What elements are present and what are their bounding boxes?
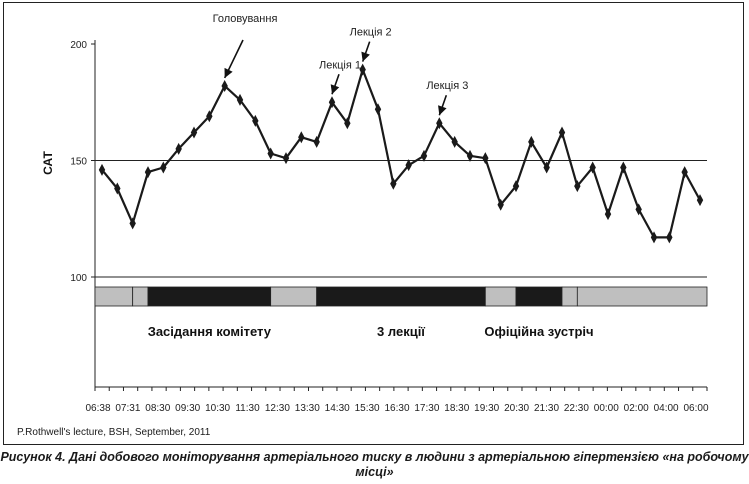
activity-block-7 <box>562 287 577 306</box>
x-tick-label-0: 06:38 <box>85 403 111 414</box>
x-tick-label-10: 16:30 <box>384 403 410 414</box>
band-label-1: 3 лекції <box>377 324 425 339</box>
figure-caption: Рисунок 4. Дані добового моніторування артеріального тиску в людини з артеріальною гіпертензією «на робочому місці» <box>0 450 749 479</box>
x-tick-label-17: 00:00 <box>593 403 619 414</box>
activity-block-6 <box>516 287 562 306</box>
x-tick-label-15: 21:30 <box>533 403 560 414</box>
x-tick-label-2: 08:30 <box>145 403 171 414</box>
band-label-0: Засідання комітету <box>147 324 271 339</box>
band-label-2: Офіційна зустріч <box>484 324 594 339</box>
x-tick-label-12: 18:30 <box>444 403 470 414</box>
y-tick-label-200: 200 <box>70 40 87 51</box>
data-point-6 <box>191 127 197 139</box>
annotation-label-3: Лекція 3 <box>426 80 469 93</box>
annotation-arrowhead-2 <box>361 52 369 62</box>
x-tick-label-19: 04:00 <box>653 403 679 414</box>
annotation-label-2: Лекція 2 <box>349 26 392 39</box>
activity-block-1 <box>133 287 148 306</box>
x-tick-label-1: 07:31 <box>115 403 141 414</box>
activity-block-5 <box>485 287 516 306</box>
x-tick-label-13: 19:30 <box>474 403 500 414</box>
x-tick-label-20: 06:00 <box>683 403 709 414</box>
x-tick-label-9: 15:30 <box>354 403 380 414</box>
activity-block-8 <box>577 287 707 306</box>
x-tick-label-11: 17:30 <box>414 403 440 414</box>
annotation-arrowhead-1 <box>331 84 339 94</box>
x-tick-label-3: 09:30 <box>175 403 201 414</box>
x-tick-label-6: 12:30 <box>264 403 290 414</box>
annotation-label-0: Головування <box>212 13 278 25</box>
activity-block-0 <box>95 287 133 306</box>
x-tick-label-7: 13:30 <box>294 403 320 414</box>
activity-block-3 <box>271 287 317 306</box>
x-tick-label-8: 14:30 <box>324 403 350 414</box>
x-tick-label-4: 10:30 <box>205 403 231 414</box>
x-tick-label-18: 02:00 <box>623 403 649 414</box>
y-axis-title: САТ <box>41 151 55 175</box>
y-tick-label-100: 100 <box>70 273 87 284</box>
credit-note: P.Rothwell's lecture, BSH, September, 2011 <box>17 427 211 438</box>
x-tick-label-16: 22:30 <box>563 403 589 414</box>
annotation-label-1: Лекція 1 <box>318 59 362 72</box>
annotation-arrowhead-3 <box>438 105 446 115</box>
activity-block-4 <box>317 287 486 306</box>
x-tick-label-5: 11:30 <box>235 403 260 414</box>
activity-block-2 <box>148 287 271 306</box>
data-point-37 <box>666 231 672 243</box>
bp-series-line <box>102 70 700 238</box>
y-tick-label-150: 150 <box>70 156 87 168</box>
x-tick-label-14: 20:30 <box>504 403 530 414</box>
